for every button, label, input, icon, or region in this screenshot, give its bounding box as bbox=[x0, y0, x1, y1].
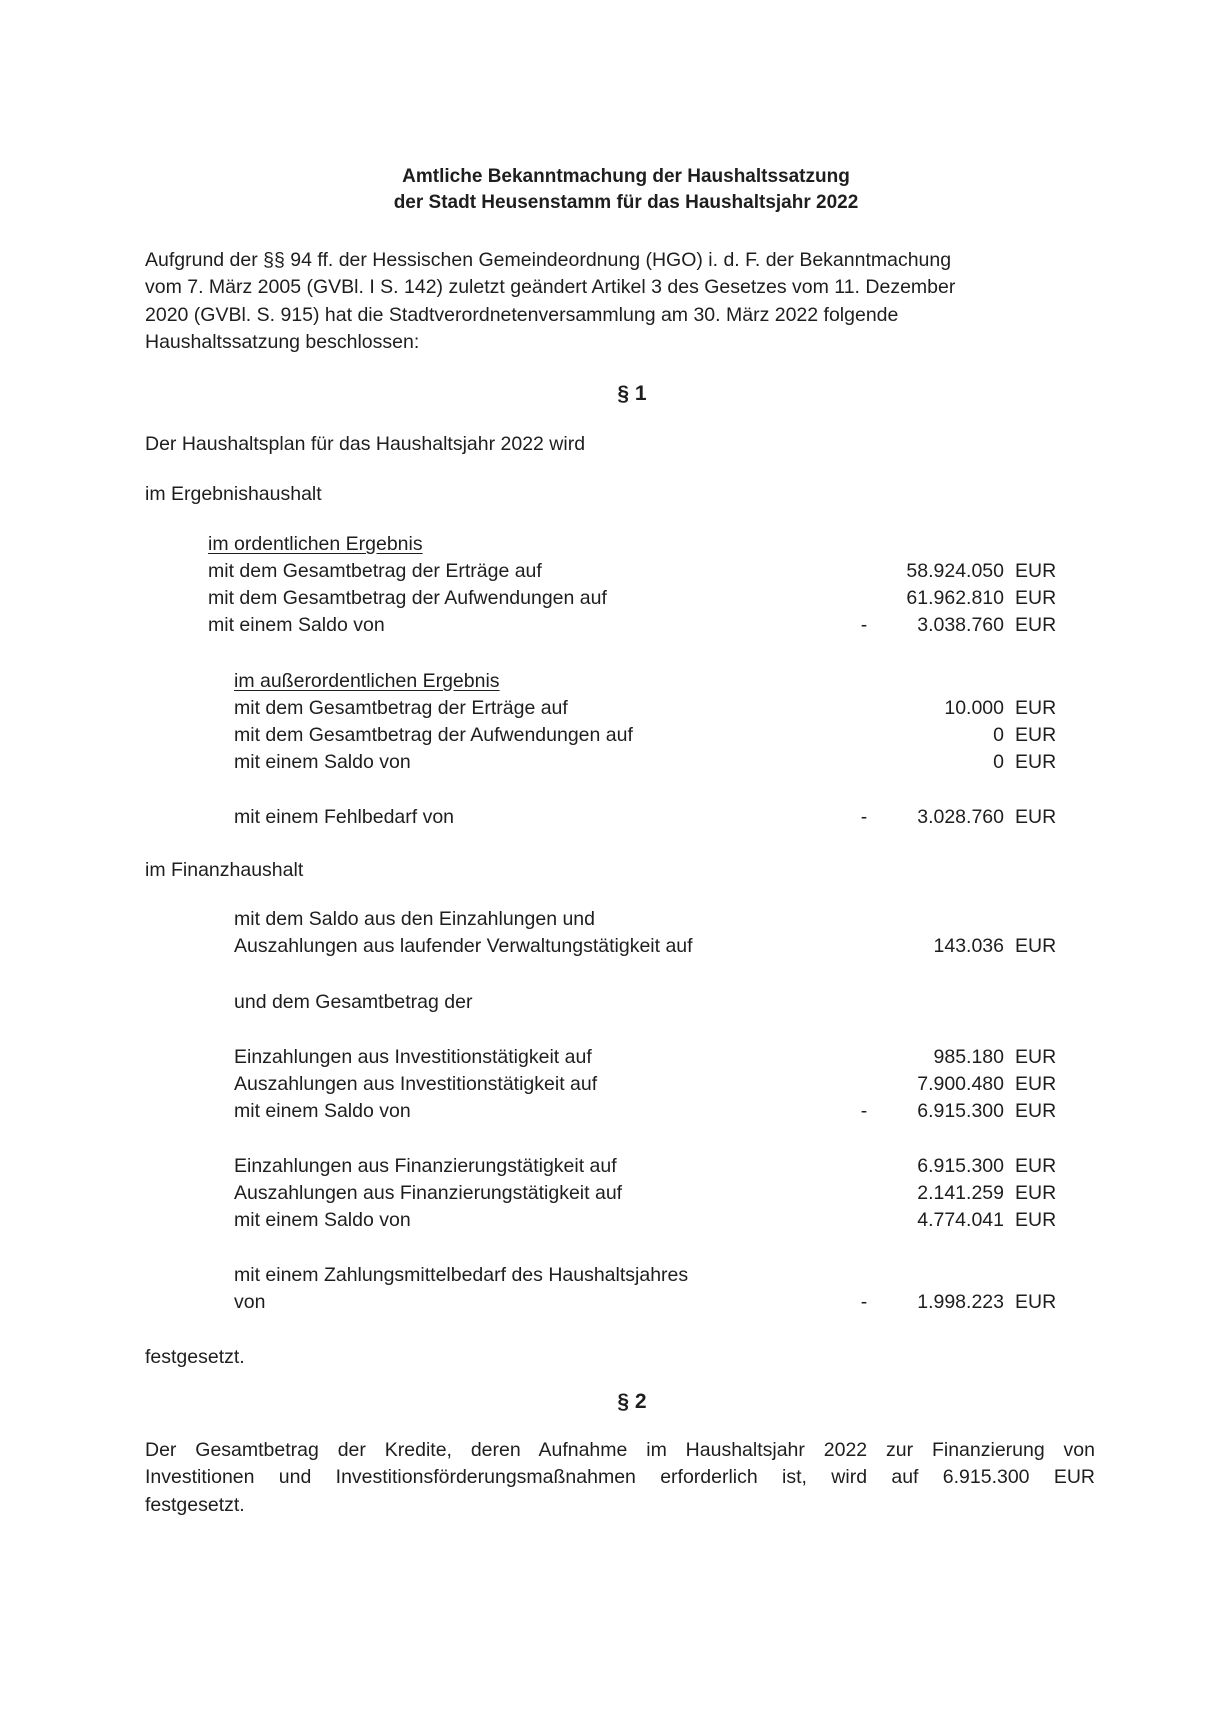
row-amount: 7.900.480 bbox=[917, 1073, 1004, 1095]
finanzhaushalt-heading: im Finanzhaushalt bbox=[145, 859, 304, 881]
lfd-currency: EUR bbox=[1015, 935, 1057, 957]
zahlungsmittel-sign: - bbox=[860, 1291, 868, 1313]
row-amount: 6.915.300 bbox=[917, 1155, 1004, 1177]
row-currency: EUR bbox=[1015, 1073, 1057, 1095]
preamble-line-3: 2020 (GVBl. S. 915) hat die Stadtverordnetenversammlung am 30. März 2022 folgende bbox=[145, 303, 899, 326]
row-amount: 0 bbox=[993, 751, 1004, 773]
preamble-line-4: Haushaltssatzung beschlossen: bbox=[145, 330, 420, 353]
fehlbedarf-amount: 3.028.760 bbox=[917, 806, 1004, 828]
row-currency: EUR bbox=[1015, 1182, 1057, 1204]
row-currency: EUR bbox=[1015, 560, 1057, 582]
row-currency: EUR bbox=[1015, 1155, 1057, 1177]
row-currency: EUR bbox=[1015, 1100, 1057, 1122]
zahlungsmittel-amount: 1.998.223 bbox=[917, 1291, 1004, 1313]
row-amount: 58.924.050 bbox=[906, 560, 1004, 582]
row-label: mit einem Saldo von bbox=[208, 614, 385, 636]
title-line-1: Amtliche Bekanntmachung der Haushaltssatzung bbox=[402, 166, 850, 187]
row-sign: - bbox=[860, 1100, 868, 1122]
row-label: Einzahlungen aus Investitionstätigkeit auf bbox=[234, 1046, 592, 1068]
zahlungsmittel-label-line-2: von bbox=[234, 1291, 266, 1313]
lfd-label-line-2: Auszahlungen aus laufender Verwaltungstätigkeit auf bbox=[234, 935, 693, 957]
preamble-paragraph bbox=[145, 247, 1095, 356]
row-amount: 3.038.760 bbox=[917, 614, 1004, 636]
preamble-line-1: Aufgrund der §§ 94 ff. der Hessischen Gemeindeordnung (HGO) i. d. F. der Bekanntmachung bbox=[145, 249, 952, 271]
section-1-closing: festgesetzt. bbox=[145, 1346, 245, 1368]
row-label: Auszahlungen aus Investitionstätigkeit auf bbox=[234, 1073, 598, 1095]
row-amount: 4.774.041 bbox=[917, 1209, 1004, 1231]
ausserordentliches-ergebnis-heading: im außerordentlichen Ergebnis bbox=[234, 670, 500, 692]
row-amount: 0 bbox=[993, 724, 1004, 746]
row-currency: EUR bbox=[1015, 697, 1057, 719]
row-sign: - bbox=[860, 614, 868, 636]
row-amount: 10.000 bbox=[944, 697, 1004, 719]
section-2-line-1: Der Gesamtbetrag der Kredite, deren Aufnahme im Haushaltsjahr 2022 zur Finanzierung von bbox=[145, 1439, 1095, 1461]
row-amount: 985.180 bbox=[933, 1046, 1004, 1068]
row-amount: 6.915.300 bbox=[917, 1100, 1004, 1122]
fehlbedarf-label: mit einem Fehlbedarf von bbox=[234, 806, 455, 828]
row-label: mit dem Gesamtbetrag der Erträge auf bbox=[234, 697, 568, 719]
row-label: mit einem Saldo von bbox=[234, 1209, 411, 1231]
row-label: mit dem Gesamtbetrag der Aufwendungen auf bbox=[208, 587, 607, 609]
row-label: mit einem Saldo von bbox=[234, 1100, 411, 1122]
row-label: Einzahlungen aus Finanzierungstätigkeit auf bbox=[234, 1155, 617, 1177]
row-currency: EUR bbox=[1015, 614, 1057, 636]
section-1-heading: § 1 bbox=[617, 382, 647, 405]
section-2-line-3: festgesetzt. bbox=[145, 1493, 245, 1516]
ergebnishaushalt-heading: im Ergebnishaushalt bbox=[145, 483, 322, 505]
row-currency: EUR bbox=[1015, 1209, 1057, 1231]
ordentliches-ergebnis-heading: im ordentlichen Ergebnis bbox=[208, 533, 423, 555]
preamble-line-2: vom 7. März 2005 (GVBl. I S. 142) zuletzt geändert Artikel 3 des Gesetzes vom 11. Dezember bbox=[145, 276, 956, 299]
row-currency: EUR bbox=[1015, 1046, 1057, 1068]
und-dem-gesamtbetrag: und dem Gesamtbetrag der bbox=[234, 991, 473, 1013]
zahlungsmittel-label-line-1: mit einem Zahlungsmittelbedarf des Haushaltsjahres bbox=[234, 1264, 689, 1286]
document-title bbox=[0, 164, 1222, 216]
lfd-amount: 143.036 bbox=[933, 935, 1004, 957]
row-label: mit dem Gesamtbetrag der Aufwendungen auf bbox=[234, 724, 633, 746]
row-currency: EUR bbox=[1015, 751, 1057, 773]
row-label: mit dem Gesamtbetrag der Erträge auf bbox=[208, 560, 542, 582]
section-2-line-2: Investitionen und Investitionsförderungsmaßnahmen erforderlich ist, wird auf 6.915.300 EUR bbox=[145, 1466, 1095, 1489]
row-amount: 2.141.259 bbox=[917, 1182, 1004, 1204]
fehlbedarf-currency: EUR bbox=[1015, 806, 1057, 828]
title-line-2: der Stadt Heusenstamm für das Haushaltsjahr 2022 bbox=[393, 192, 859, 213]
row-currency: EUR bbox=[1015, 724, 1057, 746]
row-label: Auszahlungen aus Finanzierungstätigkeit auf bbox=[234, 1182, 623, 1204]
row-label: mit einem Saldo von bbox=[234, 751, 411, 773]
section-1-intro: Der Haushaltsplan für das Haushaltsjahr 2022 wird bbox=[145, 433, 586, 455]
zahlungsmittel-currency: EUR bbox=[1015, 1291, 1057, 1313]
row-currency: EUR bbox=[1015, 587, 1057, 609]
lfd-label-line-1: mit dem Saldo aus den Einzahlungen und bbox=[234, 908, 595, 930]
fehlbedarf-sign: - bbox=[860, 806, 868, 828]
section-2-heading: § 2 bbox=[617, 1390, 647, 1413]
section-2-paragraph bbox=[145, 1437, 1095, 1519]
row-amount: 61.962.810 bbox=[906, 587, 1004, 609]
